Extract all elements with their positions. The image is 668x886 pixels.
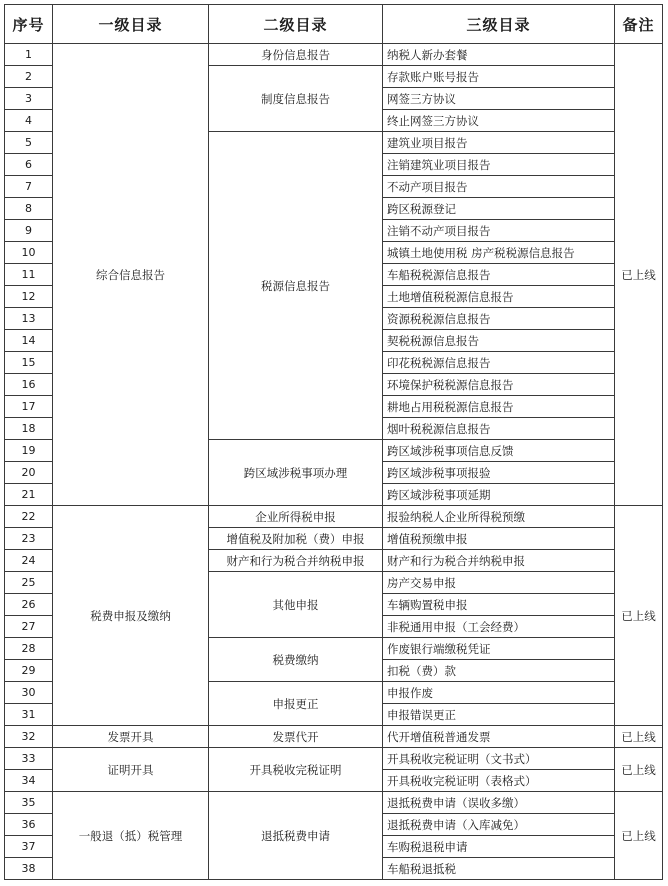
seq-cell: 18 xyxy=(5,418,53,440)
level2-cell: 增值税及附加税（费）申报 xyxy=(209,528,383,550)
note-cell: 已上线 xyxy=(615,748,663,792)
seq-cell: 11 xyxy=(5,264,53,286)
level2-cell: 身份信息报告 xyxy=(209,44,383,66)
seq-cell: 16 xyxy=(5,374,53,396)
seq-cell: 7 xyxy=(5,176,53,198)
seq-cell: 12 xyxy=(5,286,53,308)
note-cell: 已上线 xyxy=(615,44,663,506)
header-note: 备注 xyxy=(615,5,663,44)
seq-cell: 36 xyxy=(5,814,53,836)
level3-cell: 契税税源信息报告 xyxy=(383,330,615,352)
level3-cell: 跨区税源登记 xyxy=(383,198,615,220)
level3-cell: 建筑业项目报告 xyxy=(383,132,615,154)
level3-cell: 终止网签三方协议 xyxy=(383,110,615,132)
level3-cell: 网签三方协议 xyxy=(383,88,615,110)
level3-cell: 资源税税源信息报告 xyxy=(383,308,615,330)
level3-cell: 存款账户账号报告 xyxy=(383,66,615,88)
table-row xyxy=(5,726,663,748)
seq-cell: 27 xyxy=(5,616,53,638)
level3-cell: 开具税收完税证明（表格式） xyxy=(383,770,615,792)
note-cell: 已上线 xyxy=(615,506,663,726)
level1-cell: 证明开具 xyxy=(53,748,209,792)
note-cell: 已上线 xyxy=(615,792,663,880)
seq-cell: 29 xyxy=(5,660,53,682)
seq-cell: 20 xyxy=(5,462,53,484)
level3-cell: 申报错误更正 xyxy=(383,704,615,726)
table-row xyxy=(5,44,663,66)
table-row xyxy=(5,792,663,814)
level2-cell: 申报更正 xyxy=(209,682,383,726)
level3-cell: 车船税税源信息报告 xyxy=(383,264,615,286)
level3-cell: 印花税税源信息报告 xyxy=(383,352,615,374)
level3-cell: 扣税（费）款 xyxy=(383,660,615,682)
seq-cell: 25 xyxy=(5,572,53,594)
level3-cell: 跨区域涉税事项信息反馈 xyxy=(383,440,615,462)
header-seq: 序号 xyxy=(5,5,53,44)
header-row xyxy=(5,5,663,44)
seq-cell: 10 xyxy=(5,242,53,264)
level2-cell: 退抵税费申请 xyxy=(209,792,383,880)
seq-cell: 13 xyxy=(5,308,53,330)
level3-cell: 报验纳税人企业所得税预缴 xyxy=(383,506,615,528)
seq-cell: 2 xyxy=(5,66,53,88)
seq-cell: 37 xyxy=(5,836,53,858)
level2-cell: 跨区域涉税事项办理 xyxy=(209,440,383,506)
table-row xyxy=(5,748,663,770)
level3-cell: 纳税人新办套餐 xyxy=(383,44,615,66)
level2-cell: 税源信息报告 xyxy=(209,132,383,440)
level2-cell: 财产和行为税合并纳税申报 xyxy=(209,550,383,572)
level3-cell: 非税通用申报（工会经费） xyxy=(383,616,615,638)
seq-cell: 35 xyxy=(5,792,53,814)
level2-cell: 发票代开 xyxy=(209,726,383,748)
level3-cell: 环境保护税税源信息报告 xyxy=(383,374,615,396)
note-cell: 已上线 xyxy=(615,726,663,748)
seq-cell: 22 xyxy=(5,506,53,528)
service-catalog-table xyxy=(4,4,663,880)
level2-cell: 税费缴纳 xyxy=(209,638,383,682)
table-row xyxy=(5,506,663,528)
level3-cell: 退抵税费申请（误收多缴） xyxy=(383,792,615,814)
table-body xyxy=(5,44,663,880)
seq-cell: 6 xyxy=(5,154,53,176)
seq-cell: 19 xyxy=(5,440,53,462)
seq-cell: 28 xyxy=(5,638,53,660)
seq-cell: 14 xyxy=(5,330,53,352)
level3-cell: 跨区域涉税事项延期 xyxy=(383,484,615,506)
level2-cell: 其他申报 xyxy=(209,572,383,638)
level3-cell: 不动产项目报告 xyxy=(383,176,615,198)
seq-cell: 9 xyxy=(5,220,53,242)
level3-cell: 烟叶税税源信息报告 xyxy=(383,418,615,440)
level3-cell: 耕地占用税税源信息报告 xyxy=(383,396,615,418)
level3-cell: 开具税收完税证明（文书式） xyxy=(383,748,615,770)
seq-cell: 15 xyxy=(5,352,53,374)
level2-cell: 企业所得税申报 xyxy=(209,506,383,528)
level3-cell: 跨区域涉税事项报验 xyxy=(383,462,615,484)
seq-cell: 1 xyxy=(5,44,53,66)
level1-cell: 一般退（抵）税管理 xyxy=(53,792,209,880)
header-level3: 三级目录 xyxy=(383,5,615,44)
level1-cell: 综合信息报告 xyxy=(53,44,209,506)
level3-cell: 退抵税费申请（入库减免） xyxy=(383,814,615,836)
level3-cell: 作废银行端缴税凭证 xyxy=(383,638,615,660)
seq-cell: 5 xyxy=(5,132,53,154)
seq-cell: 21 xyxy=(5,484,53,506)
level3-cell: 申报作废 xyxy=(383,682,615,704)
level3-cell: 注销不动产项目报告 xyxy=(383,220,615,242)
level3-cell: 注销建筑业项目报告 xyxy=(383,154,615,176)
header-level1: 一级目录 xyxy=(53,5,209,44)
level3-cell: 车船税退抵税 xyxy=(383,858,615,880)
seq-cell: 33 xyxy=(5,748,53,770)
level3-cell: 财产和行为税合并纳税申报 xyxy=(383,550,615,572)
level2-cell: 开具税收完税证明 xyxy=(209,748,383,792)
seq-cell: 26 xyxy=(5,594,53,616)
level1-cell: 发票开具 xyxy=(53,726,209,748)
seq-cell: 24 xyxy=(5,550,53,572)
level3-cell: 车辆购置税申报 xyxy=(383,594,615,616)
level2-cell: 制度信息报告 xyxy=(209,66,383,132)
seq-cell: 8 xyxy=(5,198,53,220)
seq-cell: 31 xyxy=(5,704,53,726)
seq-cell: 23 xyxy=(5,528,53,550)
seq-cell: 17 xyxy=(5,396,53,418)
level3-cell: 土地增值税税源信息报告 xyxy=(383,286,615,308)
level3-cell: 城镇土地使用税 房产税税源信息报告 xyxy=(383,242,615,264)
header-level2: 二级目录 xyxy=(209,5,383,44)
level3-cell: 代开增值税普通发票 xyxy=(383,726,615,748)
seq-cell: 32 xyxy=(5,726,53,748)
level3-cell: 车购税退税申请 xyxy=(383,836,615,858)
seq-cell: 30 xyxy=(5,682,53,704)
level3-cell: 房产交易申报 xyxy=(383,572,615,594)
seq-cell: 3 xyxy=(5,88,53,110)
seq-cell: 34 xyxy=(5,770,53,792)
level1-cell: 税费申报及缴纳 xyxy=(53,506,209,726)
level3-cell: 增值税预缴申报 xyxy=(383,528,615,550)
seq-cell: 4 xyxy=(5,110,53,132)
seq-cell: 38 xyxy=(5,858,53,880)
